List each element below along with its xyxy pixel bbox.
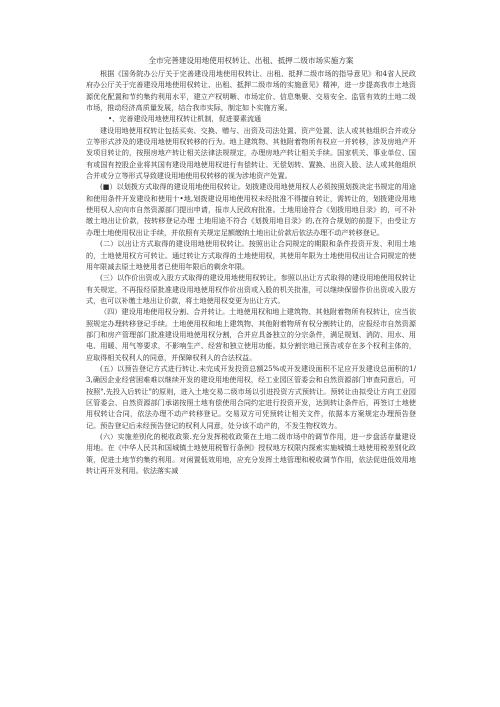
paragraph: (六）实施差别化的税收政策.充分发挥税收政策在土地二级市场中的调节作用，进一步盘活存量建设用地。在《中华人民共和国城镇土地使用税暂行条例》授权地方权限内探索实施城镇土地使用税差别化政策，促进土地节约集约利用。对闲置低效用地，应充分发挥土地管理和税收调节作用，依法促进低效用地转让再开发利用。依法落实减: [86, 432, 416, 476]
document-body: [86, 68, 416, 476]
document-page: [86, 55, 416, 476]
paragraph: 根据《国务院办公厅关于完善建设用地使用权转让、出租、抵押二级市场的指导意见》和4省人民政府办公厅关于完善建设用地使用权转让、出租、抵押二级市场的实施意见》精神，进一步提高我市土地资源优化配置和节约集约利用水平，建立产权明晰、市场定价、信息集聚、交易安全、监管有效的土地二级市场，推动经济高质量发展，结合我市实际，制定如卜实施方案。: [86, 69, 416, 113]
paragraph: （四）建设用地使用权分割、合并转让。土地使用权和地上建筑物、其他附着物所有权转让，应当依照规定办理转移登记手续。土地使用权和地上建筑物、其他附着物所有权分割转让的，应报经市自然资源部门和房产管理部门批准建设用地使用权分割，合并应具备独立的分宗条件，满足规划、消防、用水、用电、用暖、用气等要求，不影响生产、经营和独立使用功能。拟分割宗地已预告或存在多个权利主体的，应取得相关权利人的同意，并保障权利人的合法权益。: [86, 307, 416, 362]
paragraph: (二）以出让方式取得的建设用地使用权转让。按照出让合同规定的期限和条件投资开发、利用土地的，土地使用权方可转让。通过转让方式取得的土地使用权，其使用年限为土地使用权出让合同规定的使用年限减去原土地使用者已使用年限后的剩余年限。: [86, 239, 416, 271]
document-title: 全市完善建设用地使用权转让、出租、抵押二级市场实施方案: [148, 56, 354, 65]
paragraph: (三）以作价出资或入股方式取得的建设用地使用权转让。参照以出让方式取得的建设用地使用权转让有关规定，不再报经原批准建设用地使用权作价出资或入股的机关批准，可以继续保留作价出资或入股方式，也可以补缴土地出让价款，将土地使用权变更为出让方式。: [86, 273, 416, 305]
paragraph: 建设用地使用权转让包括买卖、交换、赠与、出资及司法处置、资产处置、法人或其他组织合并或分立等形式涉及的建设用地使用权转移的行为。地上建筑物、其他附着物所有权应一并转移，涉及房地产开发项目转让的，按照房地产转让相关法律法规规定，办理房地产转让相关手续。国家机关、事业单位、国有或国有控股企业将其国有建设用地使用权进行有偿转让、无偿划转、置换、出资入股、法人或其他组织合并或分立等形式导致建设用地使用权转移的视为涉地资产处置。: [86, 125, 416, 181]
paragraph: (■）以划拨方式取得的建设用地使用权转让。划拨建设用地使用权人必须按照划拨决定书规定的用途和使用条件开发建设和使用十•地,划拨建设用地使用权未经批准不得擅自转让，需转让的，划拨建设用地使用权人应向市自然资源部门提出申请，报市人民政府批准。土地用途符合《划拨用地目录》的，可不补缴土地出让价款，按转移登记办理 土地用途不符合《划拨用地目录》的,在符合规划的前提下，由受让方办理土地使用权出让手续，并依照有关规定足额缴纳土地出让价款后依法办理不动产转移登记。: [86, 182, 416, 237]
section-heading: •、完善建设用地使用权转让机制，促进要素流通: [108, 114, 262, 124]
paragraph: (五）以预告登记方式进行转让.未完成开发投资总额25%或开发建设面积不足应开发建设总面积的1/3,确因企业经营困难难以继续开发的建设用地使用权，经工业园区管委会和自然资源部门审查同意后，可按照",先投入后转让"的原则，进入土地交易二级市场以引进投资方式预转让。预转让由拟受让方向工业园区管委会、自然资源部门承诺按照土地有偿使用合同约定进行投资开发，达到转让条件后，再签订土地使用权转让合同，依法办理不动产转移登记。交易双方可凭预转让相关文件，依据本方案规定办理预告登记。预告登记后未经预告登记的权利人同意，处分该不动产的，不发生物权效力。: [86, 363, 416, 430]
